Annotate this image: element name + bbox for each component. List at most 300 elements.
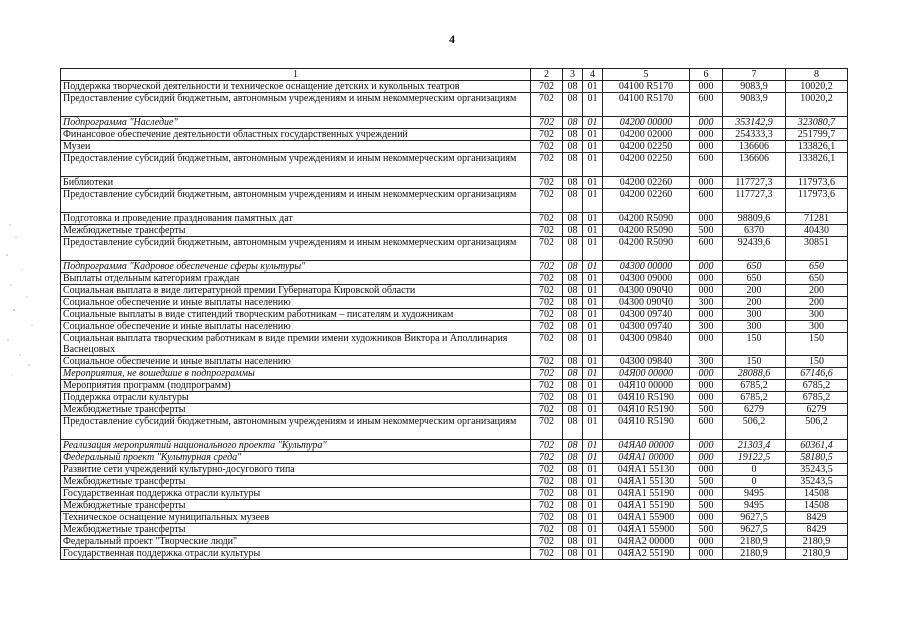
column-number: 6 xyxy=(690,69,723,81)
item-name: Подпрограмма "Наследие" xyxy=(61,117,531,129)
subsection-code: 01 xyxy=(583,416,603,440)
section-code: 08 xyxy=(563,404,583,416)
expense-type-code: 600 xyxy=(690,416,723,440)
subsection-code: 01 xyxy=(583,464,603,476)
section-code: 08 xyxy=(563,380,583,392)
item-name: Предоставление субсидий бюджетным, автономным учреждениям и иным некоммерческим организациям xyxy=(61,416,531,440)
subsection-code: 01 xyxy=(583,177,603,189)
subsection-code: 01 xyxy=(583,237,603,261)
amount-year-1: 0 xyxy=(723,464,786,476)
amount-year-2: 58180,5 xyxy=(786,452,848,464)
expense-type-code: 000 xyxy=(690,548,723,560)
target-article-code: 04ЯА1 55130 xyxy=(603,464,690,476)
item-name: Подпрограмма "Кадровое обеспечение сферы культуры" xyxy=(61,261,531,273)
column-number: 2 xyxy=(531,69,563,81)
section-code: 08 xyxy=(563,368,583,380)
amount-year-2: 200 xyxy=(786,285,848,297)
table-row xyxy=(61,225,848,237)
amount-year-1: 6370 xyxy=(723,225,786,237)
section-code: 08 xyxy=(563,321,583,333)
target-article-code: 04300 00000 xyxy=(603,261,690,273)
table-row xyxy=(61,261,848,273)
ministry-code: 702 xyxy=(531,153,563,177)
table-row xyxy=(61,392,848,404)
amount-year-2: 6785,2 xyxy=(786,380,848,392)
ministry-code: 702 xyxy=(531,512,563,524)
section-code: 08 xyxy=(563,500,583,512)
amount-year-1: 254333,3 xyxy=(723,129,786,141)
item-name: Мероприятия программ (подпрограмм) xyxy=(61,380,531,392)
section-code: 08 xyxy=(563,129,583,141)
table-row xyxy=(61,476,848,488)
target-article-code: 04Я10 R5190 xyxy=(603,404,690,416)
ministry-code: 702 xyxy=(531,476,563,488)
expense-type-code: 000 xyxy=(690,452,723,464)
amount-year-2: 14508 xyxy=(786,500,848,512)
subsection-code: 01 xyxy=(583,476,603,488)
target-article-code: 04100 R5170 xyxy=(603,93,690,117)
subsection-code: 01 xyxy=(583,81,603,93)
amount-year-2: 8429 xyxy=(786,524,848,536)
amount-year-1: 21303,4 xyxy=(723,440,786,452)
table-row xyxy=(61,404,848,416)
ministry-code: 702 xyxy=(531,285,563,297)
target-article-code: 04300 090Ч0 xyxy=(603,297,690,309)
section-code: 08 xyxy=(563,141,583,153)
item-name: Межбюджетные трансферты xyxy=(61,500,531,512)
expense-type-code: 000 xyxy=(690,261,723,273)
section-code: 08 xyxy=(563,476,583,488)
amount-year-1: 6785,2 xyxy=(723,392,786,404)
item-name: Техническое оснащение муниципальных музеев xyxy=(61,512,531,524)
table-row xyxy=(61,333,848,356)
item-name: Социальное обеспечение и иные выплаты населению xyxy=(61,321,531,333)
subsection-code: 01 xyxy=(583,404,603,416)
table-row xyxy=(61,536,848,548)
section-code: 08 xyxy=(563,548,583,560)
amount-year-2: 6785,2 xyxy=(786,392,848,404)
item-name: Межбюджетные трансферты xyxy=(61,225,531,237)
table-row xyxy=(61,117,848,129)
section-code: 08 xyxy=(563,356,583,368)
section-code: 08 xyxy=(563,237,583,261)
amount-year-2: 35243,5 xyxy=(786,476,848,488)
item-name: Государственная поддержка отрасли культуры xyxy=(61,488,531,500)
expense-type-code: 000 xyxy=(690,333,723,356)
expense-type-code: 000 xyxy=(690,273,723,285)
target-article-code: 04Я10 R5190 xyxy=(603,416,690,440)
section-code: 08 xyxy=(563,464,583,476)
expense-type-code: 000 xyxy=(690,488,723,500)
table-row xyxy=(61,93,848,117)
ministry-code: 702 xyxy=(531,261,563,273)
expense-type-code: 600 xyxy=(690,153,723,177)
ministry-code: 702 xyxy=(531,536,563,548)
expense-type-code: 300 xyxy=(690,321,723,333)
item-name: Мероприятия, не вошедшие в подпрограммы xyxy=(61,368,531,380)
item-name: Социальное обеспечение и иные выплаты населению xyxy=(61,356,531,368)
amount-year-2: 6279 xyxy=(786,404,848,416)
subsection-code: 01 xyxy=(583,297,603,309)
amount-year-2: 67146,6 xyxy=(786,368,848,380)
section-code: 08 xyxy=(563,273,583,285)
amount-year-1: 9627,5 xyxy=(723,512,786,524)
subsection-code: 01 xyxy=(583,225,603,237)
expense-type-code: 000 xyxy=(690,512,723,524)
expense-type-code: 000 xyxy=(690,213,723,225)
amount-year-1: 300 xyxy=(723,321,786,333)
table-row xyxy=(61,309,848,321)
amount-year-2: 2180,9 xyxy=(786,536,848,548)
expense-type-code: 000 xyxy=(690,81,723,93)
item-name: Социальная выплата в виде литературной премии Губернатора Кировской области xyxy=(61,285,531,297)
column-number: 1 xyxy=(61,69,531,81)
expense-type-code: 300 xyxy=(690,356,723,368)
section-code: 08 xyxy=(563,416,583,440)
amount-year-2: 300 xyxy=(786,321,848,333)
section-code: 08 xyxy=(563,297,583,309)
expense-type-code: 500 xyxy=(690,524,723,536)
ministry-code: 702 xyxy=(531,464,563,476)
subsection-code: 01 xyxy=(583,189,603,213)
table-row xyxy=(61,440,848,452)
table-row xyxy=(61,356,848,368)
target-article-code: 04200 02260 xyxy=(603,189,690,213)
section-code: 08 xyxy=(563,225,583,237)
item-name: Федеральный проект "Творческие люди" xyxy=(61,536,531,548)
ministry-code: 702 xyxy=(531,93,563,117)
item-name: Межбюджетные трансферты xyxy=(61,524,531,536)
ministry-code: 702 xyxy=(531,213,563,225)
item-name: Финансовое обеспечение деятельности областных государственных учреждений xyxy=(61,129,531,141)
item-name: Межбюджетные трансферты xyxy=(61,404,531,416)
ministry-code: 702 xyxy=(531,440,563,452)
ministry-code: 702 xyxy=(531,452,563,464)
ministry-code: 702 xyxy=(531,129,563,141)
amount-year-2: 506,2 xyxy=(786,416,848,440)
expense-type-code: 000 xyxy=(690,309,723,321)
subsection-code: 01 xyxy=(583,368,603,380)
target-article-code: 04ЯА1 55900 xyxy=(603,524,690,536)
amount-year-1: 9627,5 xyxy=(723,524,786,536)
table-row xyxy=(61,285,848,297)
amount-year-1: 117727,3 xyxy=(723,189,786,213)
target-article-code: 04200 00000 xyxy=(603,117,690,129)
target-article-code: 04300 090Ч0 xyxy=(603,285,690,297)
amount-year-2: 251799,7 xyxy=(786,129,848,141)
item-name: Выплаты отдельным категориям граждан xyxy=(61,273,531,285)
amount-year-2: 60361,4 xyxy=(786,440,848,452)
section-code: 08 xyxy=(563,177,583,189)
target-article-code: 04ЯА2 00000 xyxy=(603,536,690,548)
table-row xyxy=(61,380,848,392)
amount-year-1: 200 xyxy=(723,297,786,309)
section-code: 08 xyxy=(563,524,583,536)
ministry-code: 702 xyxy=(531,189,563,213)
target-article-code: 04100 R5170 xyxy=(603,81,690,93)
column-number: 7 xyxy=(723,69,786,81)
amount-year-2: 2180,9 xyxy=(786,548,848,560)
subsection-code: 01 xyxy=(583,452,603,464)
table-row xyxy=(61,153,848,177)
ministry-code: 702 xyxy=(531,392,563,404)
target-article-code: 04300 09740 xyxy=(603,321,690,333)
expense-type-code: 300 xyxy=(690,297,723,309)
table-row xyxy=(61,548,848,560)
item-name: Поддержка творческой деятельности и техническое оснащение детских и кукольных театров xyxy=(61,81,531,93)
amount-year-1: 9083,9 xyxy=(723,81,786,93)
target-article-code: 04300 09740 xyxy=(603,309,690,321)
section-code: 08 xyxy=(563,153,583,177)
expense-type-code: 000 xyxy=(690,464,723,476)
amount-year-1: 353142,9 xyxy=(723,117,786,129)
expense-type-code: 600 xyxy=(690,93,723,117)
amount-year-1: 9495 xyxy=(723,488,786,500)
item-name: Поддержка отрасли культуры xyxy=(61,392,531,404)
expense-type-code: 000 xyxy=(690,129,723,141)
amount-year-1: 650 xyxy=(723,273,786,285)
subsection-code: 01 xyxy=(583,213,603,225)
column-number: 5 xyxy=(603,69,690,81)
target-article-code: 04200 02000 xyxy=(603,129,690,141)
ministry-code: 702 xyxy=(531,416,563,440)
section-code: 08 xyxy=(563,488,583,500)
target-article-code: 04ЯА1 55130 xyxy=(603,476,690,488)
expense-type-code: 500 xyxy=(690,476,723,488)
target-article-code: 04ЯА1 55190 xyxy=(603,500,690,512)
subsection-code: 01 xyxy=(583,524,603,536)
section-code: 08 xyxy=(563,440,583,452)
table-row xyxy=(61,512,848,524)
table-row xyxy=(61,464,848,476)
subsection-code: 01 xyxy=(583,117,603,129)
item-name: Предоставление субсидий бюджетным, автономным учреждениям и иным некоммерческим организациям xyxy=(61,237,531,261)
item-name: Социальные выплаты в виде стипендий творческим работникам – писателям и художникам xyxy=(61,309,531,321)
expense-type-code: 000 xyxy=(690,141,723,153)
item-name: Музеи xyxy=(61,141,531,153)
ministry-code: 702 xyxy=(531,488,563,500)
ministry-code: 702 xyxy=(531,309,563,321)
table-row xyxy=(61,452,848,464)
amount-year-2: 133826,1 xyxy=(786,141,848,153)
table-row xyxy=(61,416,848,440)
ministry-code: 702 xyxy=(531,356,563,368)
ministry-code: 702 xyxy=(531,380,563,392)
section-code: 08 xyxy=(563,81,583,93)
amount-year-1: 150 xyxy=(723,356,786,368)
ministry-code: 702 xyxy=(531,225,563,237)
amount-year-1: 6785,2 xyxy=(723,380,786,392)
amount-year-1: 2180,9 xyxy=(723,548,786,560)
subsection-code: 01 xyxy=(583,333,603,356)
amount-year-1: 92439,6 xyxy=(723,237,786,261)
table-row xyxy=(61,321,848,333)
amount-year-1: 136606 xyxy=(723,153,786,177)
section-code: 08 xyxy=(563,392,583,404)
section-code: 08 xyxy=(563,117,583,129)
table-row xyxy=(61,189,848,213)
target-article-code: 04ЯА1 55900 xyxy=(603,512,690,524)
item-name: Реализация мероприятий национального проекта "Культура" xyxy=(61,440,531,452)
target-article-code: 04ЯА1 55190 xyxy=(603,488,690,500)
section-code: 08 xyxy=(563,189,583,213)
amount-year-1: 200 xyxy=(723,285,786,297)
ministry-code: 702 xyxy=(531,81,563,93)
ministry-code: 702 xyxy=(531,368,563,380)
subsection-code: 01 xyxy=(583,500,603,512)
table-row xyxy=(61,141,848,153)
section-code: 08 xyxy=(563,213,583,225)
expense-type-code: 000 xyxy=(690,285,723,297)
amount-year-2: 150 xyxy=(786,356,848,368)
amount-year-1: 9495 xyxy=(723,500,786,512)
ministry-code: 702 xyxy=(531,500,563,512)
table-row xyxy=(61,524,848,536)
amount-year-1: 19122,5 xyxy=(723,452,786,464)
amount-year-1: 28088,6 xyxy=(723,368,786,380)
target-article-code: 04ЯА1 00000 xyxy=(603,452,690,464)
expense-type-code: 500 xyxy=(690,404,723,416)
subsection-code: 01 xyxy=(583,285,603,297)
expense-type-code: 600 xyxy=(690,237,723,261)
table-row xyxy=(61,213,848,225)
amount-year-2: 10020,2 xyxy=(786,93,848,117)
column-number: 8 xyxy=(786,69,848,81)
amount-year-2: 117973,6 xyxy=(786,189,848,213)
amount-year-1: 300 xyxy=(723,309,786,321)
section-code: 08 xyxy=(563,536,583,548)
ministry-code: 702 xyxy=(531,404,563,416)
expense-type-code: 000 xyxy=(690,368,723,380)
subsection-code: 01 xyxy=(583,440,603,452)
target-article-code: 04Я00 00000 xyxy=(603,368,690,380)
scan-artifact-marks xyxy=(2,215,42,380)
amount-year-2: 14508 xyxy=(786,488,848,500)
item-name: Библиотеки xyxy=(61,177,531,189)
subsection-code: 01 xyxy=(583,141,603,153)
item-name: Предоставление субсидий бюджетным, автономным учреждениям и иным некоммерческим организациям xyxy=(61,153,531,177)
amount-year-2: 71281 xyxy=(786,213,848,225)
table-row xyxy=(61,81,848,93)
amount-year-2: 117973,6 xyxy=(786,177,848,189)
target-article-code: 04300 09000 xyxy=(603,273,690,285)
item-name: Социальная выплата творческим работникам в виде премии имени художников Виктора и Аполлинария Васнецовых xyxy=(61,333,531,356)
ministry-code: 702 xyxy=(531,117,563,129)
item-name: Федеральный проект "Культурная среда" xyxy=(61,452,531,464)
amount-year-2: 30851 xyxy=(786,237,848,261)
section-code: 08 xyxy=(563,285,583,297)
amount-year-2: 35243,5 xyxy=(786,464,848,476)
section-code: 08 xyxy=(563,512,583,524)
target-article-code: 04Я10 00000 xyxy=(603,380,690,392)
amount-year-2: 150 xyxy=(786,333,848,356)
item-name: Социальное обеспечение и иные выплаты населению xyxy=(61,297,531,309)
item-name: Развитие сети учреждений культурно-досугового типа xyxy=(61,464,531,476)
ministry-code: 702 xyxy=(531,524,563,536)
subsection-code: 01 xyxy=(583,261,603,273)
target-article-code: 04ЯА2 55190 xyxy=(603,548,690,560)
subsection-code: 01 xyxy=(583,380,603,392)
subsection-code: 01 xyxy=(583,153,603,177)
budget-table xyxy=(60,68,848,560)
table-row xyxy=(61,129,848,141)
amount-year-2: 40430 xyxy=(786,225,848,237)
ministry-code: 702 xyxy=(531,273,563,285)
amount-year-1: 650 xyxy=(723,261,786,273)
table-row xyxy=(61,488,848,500)
item-name: Подготовка и проведение празднования памятных дат xyxy=(61,213,531,225)
column-number: 3 xyxy=(563,69,583,81)
amount-year-1: 117727,3 xyxy=(723,177,786,189)
target-article-code: 04300 09840 xyxy=(603,356,690,368)
expense-type-code: 500 xyxy=(690,225,723,237)
table-row xyxy=(61,237,848,261)
expense-type-code: 000 xyxy=(690,440,723,452)
amount-year-1: 2180,9 xyxy=(723,536,786,548)
ministry-code: 702 xyxy=(531,548,563,560)
expense-type-code: 000 xyxy=(690,177,723,189)
amount-year-2: 323080,7 xyxy=(786,117,848,129)
amount-year-1: 136606 xyxy=(723,141,786,153)
expense-type-code: 000 xyxy=(690,117,723,129)
subsection-code: 01 xyxy=(583,512,603,524)
target-article-code: 04200 02250 xyxy=(603,153,690,177)
subsection-code: 01 xyxy=(583,548,603,560)
amount-year-1: 6279 xyxy=(723,404,786,416)
section-code: 08 xyxy=(563,333,583,356)
item-name: Межбюджетные трансферты xyxy=(61,476,531,488)
table-body xyxy=(61,69,848,560)
item-name: Предоставление субсидий бюджетным, автономным учреждениям и иным некоммерческим организациям xyxy=(61,189,531,213)
column-number-row xyxy=(61,69,848,81)
expense-type-code: 000 xyxy=(690,392,723,404)
amount-year-2: 133826,1 xyxy=(786,153,848,177)
section-code: 08 xyxy=(563,93,583,117)
amount-year-2: 8429 xyxy=(786,512,848,524)
expense-type-code: 000 xyxy=(690,380,723,392)
target-article-code: 04200 02250 xyxy=(603,141,690,153)
subsection-code: 01 xyxy=(583,488,603,500)
ministry-code: 702 xyxy=(531,237,563,261)
subsection-code: 01 xyxy=(583,93,603,117)
subsection-code: 01 xyxy=(583,392,603,404)
ministry-code: 702 xyxy=(531,297,563,309)
subsection-code: 01 xyxy=(583,536,603,548)
amount-year-1: 98809,6 xyxy=(723,213,786,225)
ministry-code: 702 xyxy=(531,177,563,189)
subsection-code: 01 xyxy=(583,321,603,333)
amount-year-2: 200 xyxy=(786,297,848,309)
ministry-code: 702 xyxy=(531,141,563,153)
amount-year-1: 9083,9 xyxy=(723,93,786,117)
table-row xyxy=(61,177,848,189)
table-row xyxy=(61,273,848,285)
amount-year-2: 300 xyxy=(786,309,848,321)
ministry-code: 702 xyxy=(531,333,563,356)
expense-type-code: 000 xyxy=(690,536,723,548)
table-row xyxy=(61,500,848,512)
target-article-code: 04300 09840 xyxy=(603,333,690,356)
ministry-code: 702 xyxy=(531,321,563,333)
amount-year-1: 0 xyxy=(723,476,786,488)
item-name: Государственная поддержка отрасли культуры xyxy=(61,548,531,560)
section-code: 08 xyxy=(563,261,583,273)
amount-year-2: 650 xyxy=(786,273,848,285)
target-article-code: 04ЯА0 00000 xyxy=(603,440,690,452)
target-article-code: 04Я10 R5190 xyxy=(603,392,690,404)
item-name: Предоставление субсидий бюджетным, автономным учреждениям и иным некоммерческим организациям xyxy=(61,93,531,117)
expense-type-code: 600 xyxy=(690,189,723,213)
